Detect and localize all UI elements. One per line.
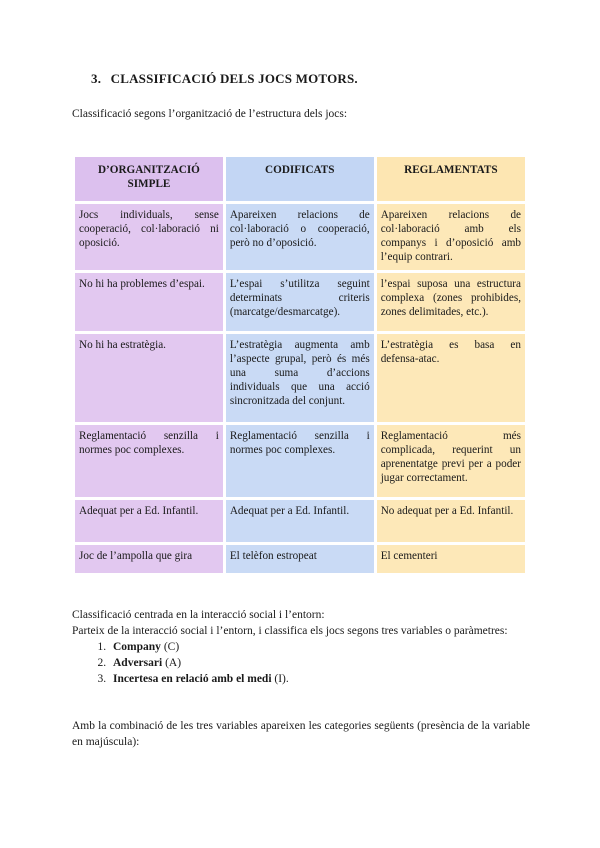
table-cell: Reglamentació més complicada, requerint un aprenentatge previ per a poder jugar correctament.: [377, 425, 525, 497]
social-line-1: Classificació centrada en la interacció social i l’entorn:: [72, 609, 325, 621]
variable-term: Incertesa en relació amb el medi: [113, 673, 272, 685]
table-cell: Reglamentació senzilla i normes poc complexes.: [75, 425, 223, 497]
table-cell: Apareixen relacions de col·laboració o cooperació, però no d’oposició.: [226, 204, 374, 270]
list-item: [109, 671, 530, 687]
table-row: [75, 204, 525, 270]
table-row: [75, 545, 525, 573]
section-number: 3.: [91, 71, 102, 86]
table-cell: El telèfon estropeat: [226, 545, 374, 573]
variable-abbr: (A): [165, 657, 182, 669]
variable-term: Adversari: [113, 657, 163, 669]
table-cell: l’espai suposa una estructura complexa (zones prohibides, zones delimitades, etc.).: [377, 273, 525, 331]
section-title: CLASSIFICACIÓ DELS JOCS MOTORS.: [110, 71, 358, 86]
variable-abbr: (I).: [274, 673, 289, 685]
intro-text: Classificació segons l’organització de l’estructura dels jocs:: [72, 108, 348, 120]
section-heading: [91, 71, 358, 87]
list-item: [109, 639, 530, 655]
table-cell: L’espai s’utilitza seguint determinats criteris (marcatge/desmarcatge).: [226, 273, 374, 331]
table-cell: El cementeri: [377, 545, 525, 573]
table-row: [75, 334, 525, 422]
table-cell: No hi ha estratègia.: [75, 334, 223, 422]
table-cell: Jocs individuals, sense cooperació, col·laboració ni oposició.: [75, 204, 223, 270]
table-cell: Reglamentació senzilla i normes poc complexes.: [226, 425, 374, 497]
table-row: [75, 500, 525, 542]
table-cell: Joc de l’ampolla que gira: [75, 545, 223, 573]
classification-table: [72, 154, 528, 576]
table-cell: Adequat per a Ed. Infantil.: [75, 500, 223, 542]
social-classification: [72, 607, 530, 687]
table-cell: L’estratègia es basa en defensa-atac.: [377, 334, 525, 422]
table-cell: No adequat per a Ed. Infantil.: [377, 500, 525, 542]
table-cell: Adequat per a Ed. Infantil.: [226, 500, 374, 542]
header-organitzacio-simple: D’ORGANITZACIÓ SIMPLE: [75, 157, 223, 201]
list-item: [109, 655, 530, 671]
table-cell: Apareixen relacions de col·laboració amb els companys i d’oposició amb l’equip contrari.: [377, 204, 525, 270]
table-row: [75, 425, 525, 497]
table-row: [75, 273, 525, 331]
variable-abbr: (C): [163, 641, 180, 653]
table-header-row: [75, 157, 525, 201]
closing-paragraph: Amb la combinació de les tres variables apareixen les categories següents (presència de la variable en majúscula):: [72, 720, 530, 748]
header-codificats: CODIFICATS: [226, 157, 374, 201]
table-cell: No hi ha problemes d’espai.: [75, 273, 223, 331]
table-cell: L’estratègia augmenta amb l’aspecte grupal, però és més una suma d’accions individuals que una acció sincronitzada del conjunt.: [226, 334, 374, 422]
variables-list: [72, 639, 530, 687]
variable-term: Company: [113, 641, 161, 653]
social-line-2: Parteix de la interacció social i l’entorn, i classifica els jocs segons tres variables o paràmetres:: [72, 625, 508, 637]
header-reglamentats: REGLAMENTATS: [377, 157, 525, 201]
